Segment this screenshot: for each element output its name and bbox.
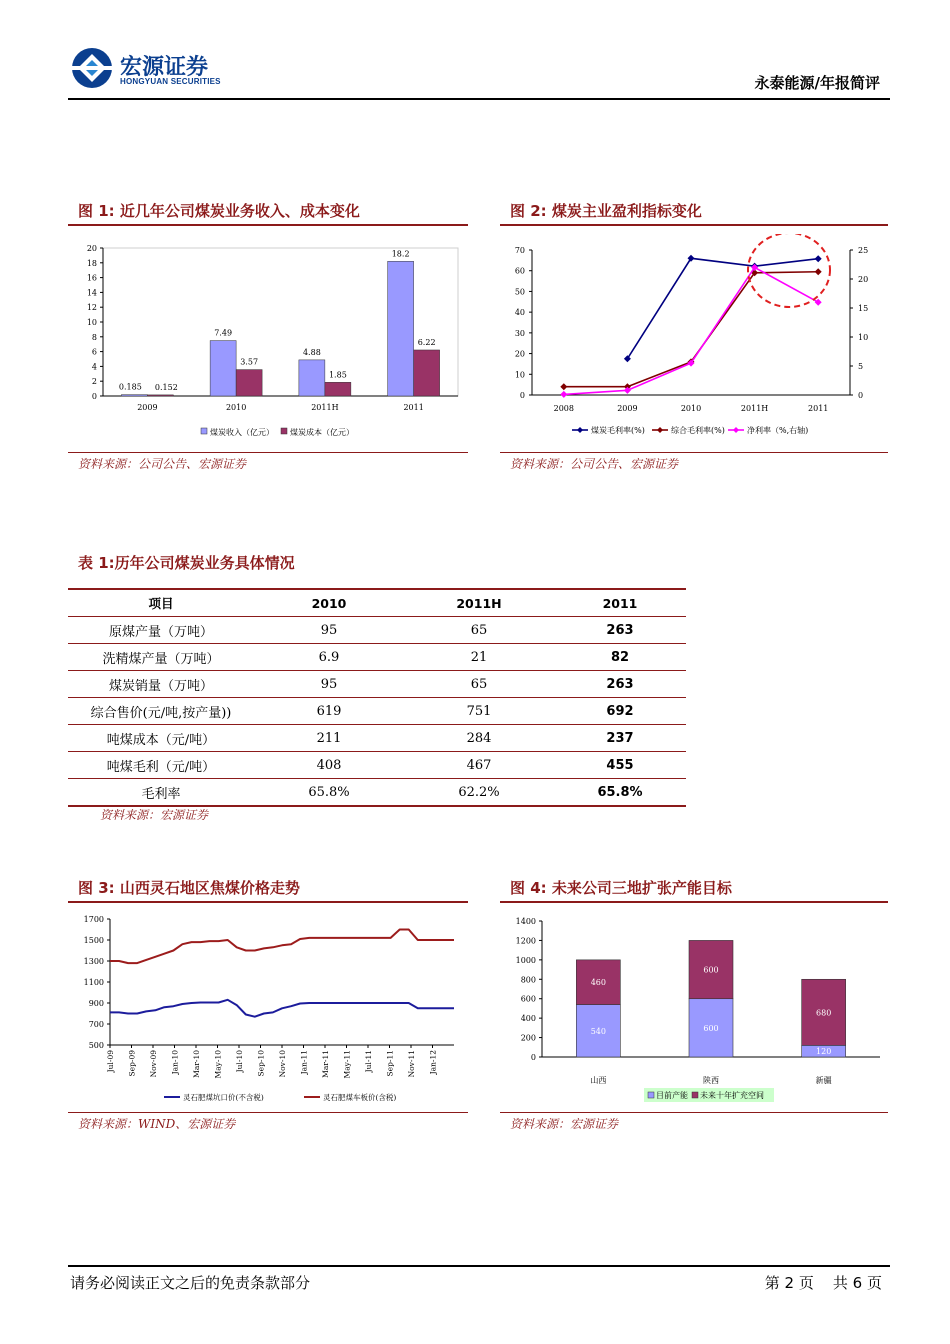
fig2-x-tick-label: 2010 (680, 404, 702, 413)
table1-cell: 65 (470, 676, 488, 692)
fig2-y2-tick-label: 5 (858, 362, 864, 371)
fig1-y-tick-label: 12 (86, 303, 97, 313)
fig2-y-tick-label: 70 (514, 246, 525, 255)
fig3-x-tick-label: Sep-11 (385, 1050, 395, 1077)
doc-title: 永泰能源/年报简评 (754, 74, 880, 92)
fig3-x-tick-label: Mar-11 (321, 1050, 330, 1078)
fig4-data-label: 460 (590, 978, 606, 988)
fig4-x-tick-label: 陕西 (703, 1076, 719, 1085)
fig4-data-label: 540 (590, 1026, 606, 1036)
fig4-y-tick-label: 1400 (515, 917, 536, 926)
fig2-legend-label: 煤炭毛利率(%) (591, 426, 645, 435)
fig1-y-tick-label: 4 (91, 362, 97, 372)
fig2-y-tick-label: 30 (514, 328, 525, 338)
fig3-y-tick-label: 1100 (83, 978, 104, 987)
fig3-y-tick-label: 500 (88, 1041, 104, 1050)
table1-header-cell: 项目 (148, 596, 174, 611)
fig2-point (624, 387, 631, 394)
fig4-source-rule (500, 1112, 888, 1113)
fig2-series-line (627, 258, 818, 358)
fig1-data-label: 0.152 (154, 382, 178, 392)
fig3-x-tick-label: Jul-09 (106, 1050, 115, 1073)
table1-cell: 211 (316, 730, 342, 746)
fig2-legend-marker (657, 427, 663, 433)
fig1-y-tick-label: 2 (91, 377, 97, 387)
table1-cell: 原煤产量（万吨） (108, 624, 213, 640)
fig3-y-tick-label: 700 (88, 1020, 104, 1029)
fig1-data-label: 4.88 (302, 347, 321, 357)
fig1-y-tick-label: 0 (91, 392, 97, 401)
fig4-y-tick-label: 600 (520, 994, 536, 1004)
fig3-source: 资料来源：WIND、宏源证券 (78, 1117, 236, 1131)
logo-mark-icon (70, 46, 114, 90)
fig2-y2-tick-label: 20 (858, 275, 869, 284)
table1-cell: 95 (320, 676, 338, 692)
table1-cell: 619 (316, 703, 342, 719)
fig3-chart (68, 908, 468, 1110)
fig1-bar (121, 395, 147, 396)
fig3-x-tick-label: Sep-09 (127, 1050, 137, 1077)
logo-text: 宏源证券 (120, 55, 209, 80)
fig3-legend-label: 灵石肥煤车板价(含税) (323, 1093, 397, 1102)
table1-cell: 408 (316, 757, 342, 773)
fig2-source-rule (500, 452, 888, 453)
fig2-y2-tick-label: 10 (858, 333, 869, 342)
fig1-bar (147, 395, 173, 396)
fig4-y-tick-label: 1200 (515, 936, 536, 946)
table1-cell: 284 (466, 730, 492, 746)
fig1-bar (388, 261, 414, 396)
fig3-x-tick-label: Jan-10 (170, 1050, 180, 1075)
fig3-x-tick-label: May-10 (213, 1050, 223, 1079)
fig2-title-rule (500, 224, 888, 226)
fig2-legend-marker (577, 427, 583, 433)
table1 (68, 588, 686, 807)
table1-cell: 467 (466, 757, 492, 773)
fig2-y2-tick-label: 15 (858, 304, 869, 313)
fig4-source: 资料来源：宏源证券 (510, 1117, 619, 1131)
fig1-bar (325, 382, 351, 396)
logo (70, 46, 240, 92)
fig2-y-tick-label: 40 (514, 308, 525, 318)
fig3-series-line (110, 1000, 454, 1017)
table1-header-cell: 2011 (602, 595, 638, 611)
fig3-x-tick-label: Jul-10 (235, 1050, 244, 1073)
fig4-y-tick-label: 400 (520, 1014, 536, 1024)
fig1-x-tick-label: 2010 (225, 403, 247, 412)
fig1-data-label: 7.49 (214, 328, 233, 338)
table1-cell: 263 (606, 622, 634, 638)
table1-row (68, 698, 686, 725)
fig2-point (560, 391, 567, 398)
table1-row (68, 617, 686, 644)
fig3-x-tick-label: May-11 (342, 1050, 352, 1079)
fig2-series-line (564, 267, 818, 394)
fig3-x-tick-label: Mar-10 (192, 1050, 201, 1078)
fig2-x-tick-label: 2011 (808, 404, 829, 413)
fig2-y-tick-label: 50 (514, 287, 525, 297)
table1-cell: 95 (320, 622, 338, 638)
table1-cell: 751 (466, 703, 492, 719)
table1-cell: 洗精煤产量（万吨） (102, 651, 220, 667)
fig1-source: 资料来源：公司公告、宏源证券 (78, 457, 247, 471)
fig4-data-label: 600 (703, 1023, 719, 1033)
fig4-y-tick-label: 200 (520, 1033, 536, 1043)
table1-row (68, 779, 686, 807)
table1-cell: 82 (610, 649, 630, 665)
fig1-legend-label: 煤炭成本（亿元） (290, 428, 354, 437)
fig4-title: 图 4: 未来公司三地扩张产能目标 (510, 879, 732, 897)
table1-row (68, 725, 686, 752)
table1-row (68, 644, 686, 671)
fig2-y-tick-label: 20 (514, 349, 525, 359)
fig1-legend-swatch (281, 428, 287, 434)
fig4-data-label: 680 (816, 1008, 832, 1018)
table1-cell: 263 (606, 676, 634, 692)
table1-cell: 21 (470, 649, 488, 665)
fig4-data-label: 120 (816, 1047, 832, 1057)
fig3-title-rule (68, 901, 468, 903)
fig3-source-rule (68, 1112, 468, 1113)
fig3-y-tick-label: 1500 (83, 936, 104, 945)
fig1-bar (414, 350, 440, 396)
fig2-y-tick-label: 0 (519, 391, 525, 400)
table1-source: 资料来源：宏源证券 (100, 808, 209, 822)
table1-cell: 吨煤毛利（元/吨） (106, 759, 216, 775)
table1-cell: 6.9 (318, 649, 340, 665)
fig4-legend-label: 目前产能 (656, 1091, 688, 1100)
table1-row (68, 671, 686, 698)
fig1-data-label: 6.22 (417, 337, 436, 347)
header-rule (68, 98, 890, 100)
footer-disclaimer: 请务必阅读正文之后的免责条款部分 (70, 1274, 311, 1292)
fig1-y-tick-label: 18 (86, 258, 97, 268)
table1-header-cell: 2010 (311, 595, 347, 611)
fig3-title: 图 3: 山西灵石地区焦煤价格走势 (78, 879, 300, 897)
fig4-legend-swatch (648, 1092, 654, 1098)
table1-cell: 毛利率 (141, 786, 181, 802)
fig2-point (815, 268, 822, 275)
fig1-y-tick-label: 14 (86, 288, 97, 298)
fig3-y-tick-label: 1700 (83, 915, 104, 924)
fig3-x-tick-label: Nov-10 (278, 1050, 287, 1078)
fig1-data-label: 1.85 (328, 370, 347, 380)
fig1-source-rule (68, 452, 468, 453)
fig1-title: 图 1: 近几年公司煤炭业务收入、成本变化 (78, 202, 360, 220)
fig3-series-line (110, 930, 454, 964)
table1-cell: 煤炭销量（万吨） (108, 678, 213, 694)
fig2-y2-tick-label: 25 (858, 246, 869, 255)
table1-cell: 692 (606, 703, 634, 719)
fig1-legend-label: 煤炭收入（亿元） (210, 428, 274, 437)
fig4-legend-swatch (692, 1092, 698, 1098)
fig3-x-tick-label: Jul-11 (364, 1050, 373, 1073)
fig1-title-rule (68, 224, 468, 226)
fig1-data-label: 18.2 (391, 249, 410, 259)
fig4-legend-label: 未来十年扩充空间 (700, 1091, 764, 1100)
fig1-y-tick-label: 16 (86, 273, 97, 283)
fig1-x-tick-label: 2011 (403, 403, 424, 412)
fig2-y-tick-label: 10 (514, 370, 525, 380)
fig1-y-tick-label: 20 (86, 244, 97, 253)
table1-header-row (68, 589, 686, 617)
fig2-point (560, 383, 567, 390)
fig1-y-tick-label: 6 (91, 347, 97, 357)
fig2-x-tick-label: 2011H (740, 404, 769, 413)
fig2-chart (500, 234, 888, 444)
fig3-x-tick-label: Nov-09 (149, 1050, 158, 1078)
fig2-legend-label: 净利率（%,右轴) (747, 426, 809, 435)
table1-cell: 综合售价(元/吨,按产量)) (90, 705, 232, 721)
fig1-x-tick-label: 2011H (311, 403, 339, 412)
fig3-x-tick-label: Nov-11 (407, 1050, 416, 1078)
fig3-x-tick-label: Jan-11 (299, 1050, 309, 1075)
fig3-x-tick-label: Jan-12 (428, 1050, 438, 1075)
fig4-y-tick-label: 1000 (515, 955, 536, 965)
table1-cell: 吨煤成本（元/吨） (106, 732, 216, 748)
fig4-y-tick-label: 0 (530, 1053, 536, 1062)
table1-title: 表 1:历年公司煤炭业务具体情况 (78, 554, 295, 572)
table1-row (68, 752, 686, 779)
fig1-data-label: 0.185 (118, 382, 142, 392)
fig2-y-tick-label: 60 (514, 266, 525, 276)
fig4-title-rule (500, 901, 888, 903)
fig2-title: 图 2: 煤炭主业盈利指标变化 (510, 202, 702, 220)
fig3-legend-label: 灵石肥煤坑口价(不含税) (183, 1093, 264, 1102)
fig1-bar (236, 370, 262, 396)
fig1-x-tick-label: 2009 (137, 403, 158, 412)
fig4-y-tick-label: 800 (520, 975, 536, 985)
footer-page: 第 2 页 共 6 页 (764, 1274, 882, 1292)
table1-cell: 65.8% (597, 784, 643, 800)
fig1-data-label: 3.57 (240, 357, 259, 367)
fig1-y-tick-label: 10 (86, 318, 97, 327)
table1-cell: 65.8% (308, 784, 350, 800)
fig4-x-tick-label: 山西 (590, 1076, 607, 1085)
fig2-series-line (564, 272, 818, 387)
fig2-x-tick-label: 2008 (553, 404, 574, 413)
fig2-legend-label: 综合毛利率(%) (671, 426, 725, 435)
fig2-source: 资料来源：公司公告、宏源证券 (510, 457, 679, 471)
fig2-point (815, 299, 822, 306)
fig1-chart (68, 234, 468, 444)
fig2-legend-marker (733, 427, 739, 433)
fig4-chart (500, 908, 888, 1110)
logo-subtext: HONGYUAN SECURITIES (120, 77, 221, 86)
footer-rule (68, 1265, 890, 1267)
table1-cell: 65 (470, 622, 488, 638)
fig3-y-tick-label: 1300 (83, 957, 104, 966)
fig2-y2-tick-label: 0 (858, 391, 864, 400)
table1-cell: 455 (606, 757, 634, 773)
fig3-y-tick-label: 900 (88, 999, 104, 1008)
table1-cell: 237 (606, 730, 634, 746)
fig3-x-tick-label: Sep-10 (256, 1050, 266, 1077)
fig1-y-tick-label: 8 (91, 332, 97, 342)
table1-header-cell: 2011H (456, 595, 502, 611)
fig1-legend-swatch (201, 428, 207, 434)
fig4-data-label: 600 (703, 965, 719, 975)
fig2-x-tick-label: 2009 (617, 404, 638, 413)
table1-cell: 62.2% (458, 784, 500, 800)
fig4-x-tick-label: 新疆 (815, 1076, 832, 1085)
fig1-bar (299, 360, 325, 396)
fig2-point (815, 255, 822, 262)
fig1-bar (210, 341, 236, 396)
